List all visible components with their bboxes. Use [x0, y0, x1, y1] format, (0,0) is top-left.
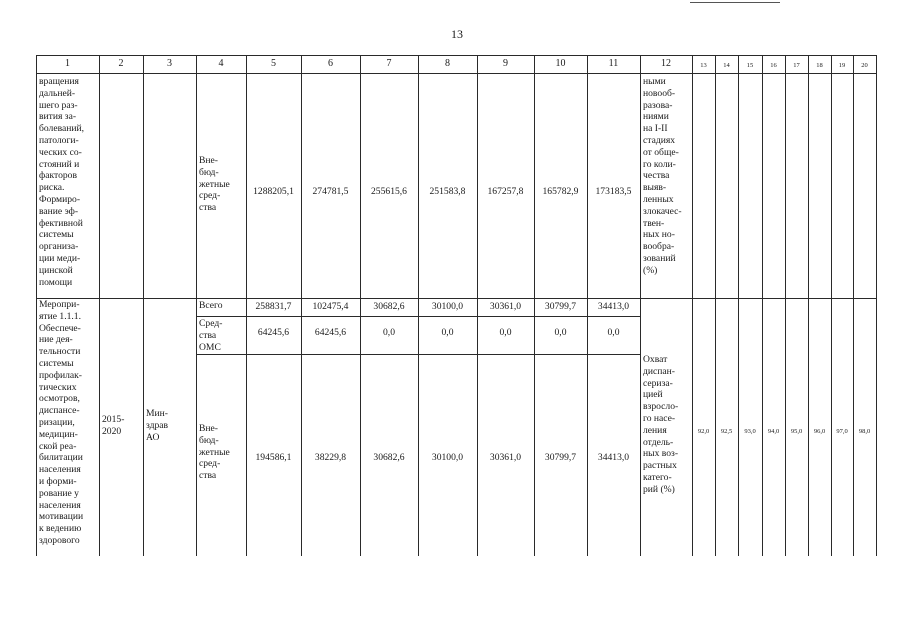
- column-border: [143, 55, 144, 556]
- column-border: [692, 55, 693, 556]
- header-col-4: 4: [218, 58, 224, 69]
- header-col-14: 14: [723, 62, 730, 69]
- block2-target-col15: 93,0: [744, 428, 756, 435]
- column-border: [853, 55, 854, 556]
- header-col-6: 6: [328, 58, 333, 69]
- header-col-17: 17: [793, 62, 800, 69]
- block2-row2-value-col5: 194586,1: [255, 452, 292, 463]
- block2-description: Меропри- ятие 1.1.1. Обеспече- ние дея- тельности системы профилак- тических осмотров, диспансе- ризации, медицин- ской реа- билитации населения и форми- рование у населения мотивации к ведению здорового: [39, 299, 84, 546]
- column-border: [762, 55, 763, 556]
- header-col-9: 9: [503, 58, 508, 69]
- block2-row1-value-col7: 0,0: [383, 327, 395, 338]
- header-col-5: 5: [271, 58, 276, 69]
- header-col-18: 18: [816, 62, 823, 69]
- block1-indicator: ными новооб- разова- ниями на I-II стадиях от обще- го коли- чества выяв- ленных злокачес- твен- ных но- вообра- зований (%): [643, 76, 682, 276]
- header-col-16: 16: [770, 62, 777, 69]
- block2-row1-value-col5: 64245,6: [257, 327, 290, 338]
- block2-row0-value-col6: 102475,4: [312, 301, 349, 312]
- block-separator: [36, 298, 877, 299]
- block2-row2-value-col8: 30100,0: [431, 452, 464, 463]
- block2-row2-value-col10: 30799,7: [544, 452, 577, 463]
- block2-row2-value-col7: 30682,6: [373, 452, 405, 463]
- column-border: [876, 55, 877, 556]
- column-border: [831, 55, 832, 556]
- header-col-11: 11: [608, 58, 619, 69]
- block2-row2-value-col6: 38229,8: [314, 452, 347, 463]
- table-top-border: [36, 55, 877, 56]
- block1-description: вращения дальней- шего раз- вития за- болеваний, патологи- ческих со- стояний и факторов риска. Формиро- вание эф- фективной системы организа- ции меди- цинской помощи: [39, 76, 85, 288]
- block1-value-col5: 1288205,1: [253, 186, 294, 197]
- block2-executor: Мин- здрав АО: [146, 408, 169, 443]
- header-col-12: 12: [661, 58, 671, 69]
- block1-value-col6: 274781,5: [312, 186, 349, 197]
- header-col-8: 8: [445, 58, 450, 69]
- header-col-15: 15: [746, 62, 754, 69]
- block2-row2-value-col9: 30361,0: [489, 452, 522, 463]
- header-col-2: 2: [118, 58, 124, 69]
- block1-value-col11: 173183,5: [595, 186, 632, 197]
- block1-value-col10: 165782,9: [542, 186, 579, 197]
- block2-target-col20: 98,0: [858, 428, 871, 435]
- header-col-13: 13: [700, 62, 707, 69]
- block2-row0-value-col11: 34413,0: [597, 301, 630, 312]
- block2-target-col17: 95,0: [790, 428, 803, 435]
- block1-value-col7: 255615,6: [371, 186, 407, 197]
- block2-row-label: Всего: [199, 300, 223, 311]
- column-border: [715, 55, 716, 556]
- block2-row1-value-col11: 0,0: [607, 327, 620, 338]
- block2-row2-value-col11: 34413,0: [597, 452, 630, 463]
- block2-row1-value-col10: 0,0: [554, 327, 567, 338]
- block2-target-col13: 92,0: [697, 428, 710, 435]
- block2-row1-value-col9: 0,0: [499, 327, 512, 338]
- block2-row-label: Сред- ства ОМС: [199, 318, 223, 353]
- header-col-20: 20: [861, 62, 868, 69]
- block2-target-col19: 97,0: [836, 428, 848, 435]
- page-number: 13: [451, 27, 463, 41]
- column-border: [99, 55, 100, 556]
- block2-indicator: Охват диспан- сериза- цией взросло- го насе- ления отдель- ных воз- растных катего- рий (%): [643, 354, 679, 495]
- block2-target-col14: 92,5: [720, 428, 733, 435]
- column-border: [36, 55, 37, 556]
- block2-period: 2015- 2020: [102, 414, 125, 437]
- column-border: [640, 55, 641, 556]
- block2-row0-value-col8: 30100,0: [431, 301, 464, 312]
- block1-funding-source: Вне- бюд- жетные сред- ства: [199, 155, 230, 214]
- block1-value-col9: 167257,8: [487, 186, 524, 197]
- header-col-7: 7: [386, 58, 392, 69]
- block2-row0-value-col10: 30799,7: [544, 301, 577, 312]
- column-border: [808, 55, 809, 556]
- header-col-1: 1: [65, 58, 70, 69]
- column-border: [738, 55, 739, 556]
- block1-value-col8: 251583,8: [429, 186, 466, 197]
- header-col-19: 19: [838, 62, 846, 69]
- block2-row0-value-col9: 30361,0: [489, 301, 522, 312]
- block2-row1-value-col6: 64245,6: [314, 327, 347, 338]
- block2-target-col18: 96,0: [813, 428, 826, 435]
- column-border: [196, 55, 197, 556]
- column-border: [785, 55, 786, 556]
- block2-row0-value-col5: 258831,7: [255, 301, 292, 312]
- header-col-3: 3: [167, 58, 172, 69]
- block2-row-label: Вне- бюд- жетные сред- ства: [199, 423, 230, 482]
- block2-target-col16: 94,0: [767, 428, 780, 435]
- header-col-10: 10: [555, 58, 566, 69]
- block2-row1-value-col8: 0,0: [441, 327, 454, 338]
- block2-row0-value-col7: 30682,6: [373, 301, 405, 312]
